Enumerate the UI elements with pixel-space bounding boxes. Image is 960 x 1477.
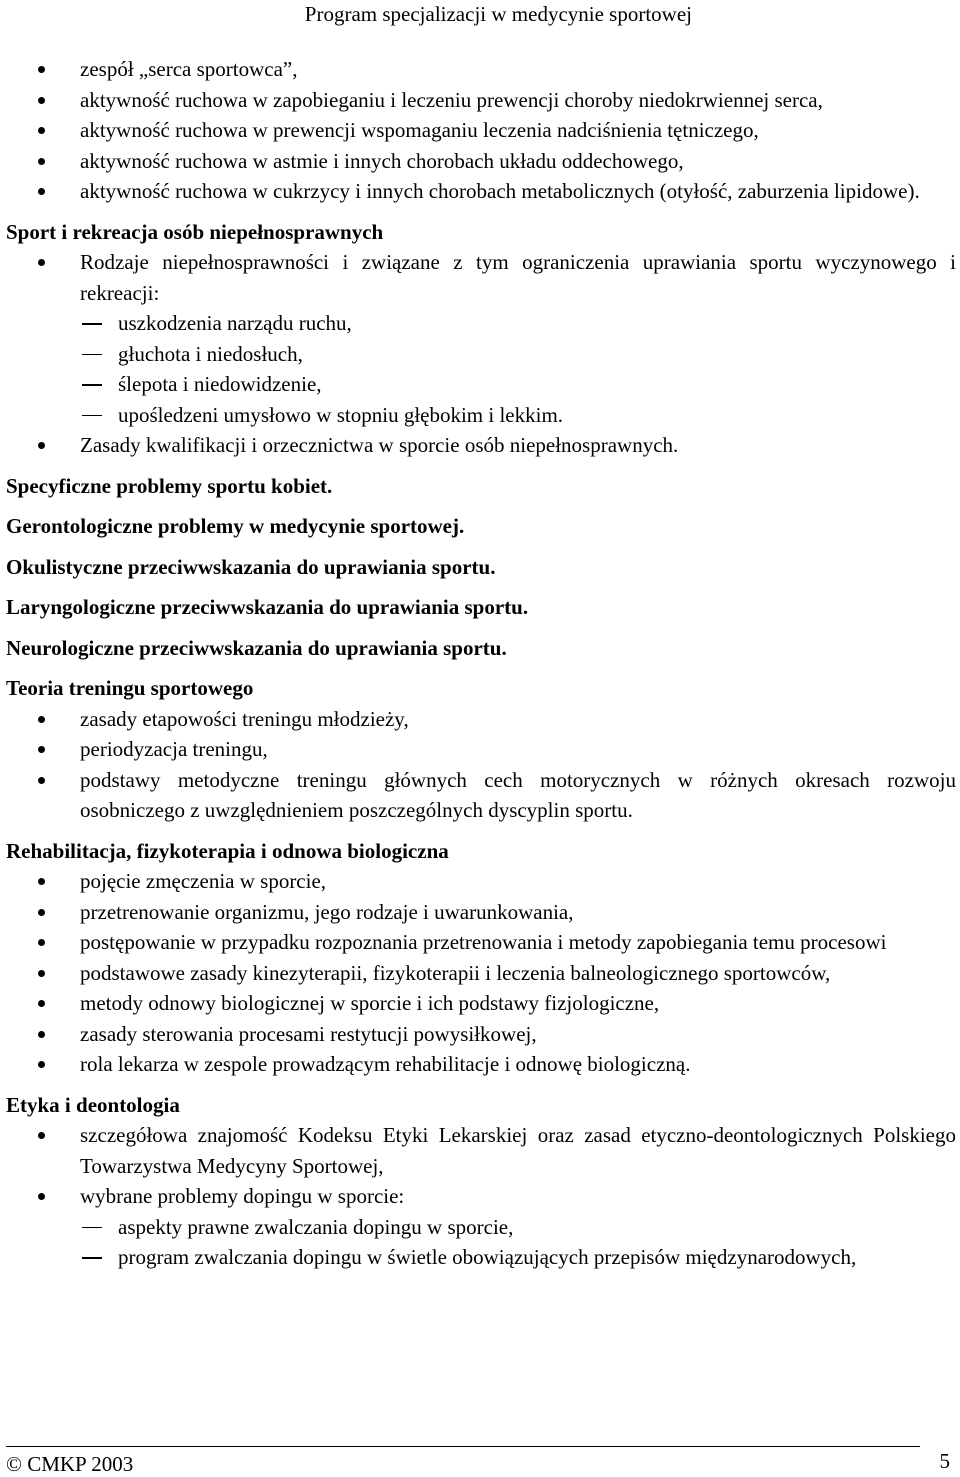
bullet-icon [38, 1000, 45, 1007]
sub-list-item: głuchota i niedosłuch, [6, 339, 956, 370]
list-item: rola lekarza w zespole prowadzącym rehabilitacje i odnowę biologiczną. [6, 1049, 956, 1080]
section-heading-training: Teoria treningu sportowego [6, 676, 254, 700]
dash-icon [82, 1257, 102, 1259]
bullet-icon [38, 716, 45, 723]
sub-list-item: upośledzeni umysłowo w stopniu głębokim i lekkim. [6, 400, 956, 431]
bullet-icon [38, 939, 45, 946]
list-item: aktywność ruchowa w zapobieganiu i leczeniu prewencji choroby niedokrwiennej serca, [6, 85, 956, 116]
list-item: aktywność ruchowa w prewencji wspomaganiu leczenia nadciśnienia tętniczego, [6, 115, 956, 146]
dash-icon [82, 1227, 102, 1229]
bullet-icon [38, 1031, 45, 1038]
list-item: podstawowe zasady kinezyterapii, fizykoterapii i leczenia balneologicznego sportowców, [6, 958, 956, 989]
page-header-title: Program specjalizacji w medycynie sportowej [304, 2, 692, 26]
list-item: podstawy metodyczne treningu głównych cech motorycznych w różnych okresach rozwoju osobniczego z uwzględnieniem poszczególnych dyscyplin sportu. [6, 765, 956, 826]
sub-list-item: ślepota i niedowidzenie, [6, 369, 956, 400]
list-item: przetrenowanie organizmu, jego rodzaje i uwarunkowania, [6, 897, 956, 928]
section-heading-geronto: Gerontologiczne problemy w medycynie sportowej. [6, 514, 465, 538]
dash-icon [82, 384, 102, 386]
section-heading-ethics: Etyka i deontologia [6, 1092, 180, 1117]
bullet-icon [38, 746, 45, 753]
bullet-icon [38, 1193, 45, 1200]
dash-icon [82, 323, 102, 325]
page-number: 5 [939, 1449, 950, 1473]
list-item: zasady etapowości treningu młodzieży, [6, 704, 956, 735]
footer-copyright: © CMKP 2003 [6, 1452, 134, 1476]
list-item: postępowanie w przypadku rozpoznania przetrenowania i metody zapobiegania temu procesowi [6, 927, 956, 958]
bullet-icon [38, 66, 45, 73]
section-heading-rehab: Rehabilitacja, fizykoterapia i odnowa biologiczna [6, 838, 449, 863]
bullet-icon [38, 442, 45, 449]
bullet-icon [38, 970, 45, 977]
bullet-icon [38, 127, 45, 134]
list-item: Zasady kwalifikacji i orzecznictwa w sporcie osób niepełnosprawnych. [6, 430, 956, 461]
footer-divider [6, 1446, 920, 1447]
dash-icon [82, 354, 102, 356]
bullet-icon [38, 158, 45, 165]
bullet-icon [38, 97, 45, 104]
dash-icon [82, 415, 102, 417]
list-item: zasady sterowania procesami restytucji powysiłkowej, [6, 1019, 956, 1050]
list-item: zespół „serca sportowca”, [6, 54, 956, 85]
bullet-icon [38, 878, 45, 885]
list-item: Rodzaje niepełnosprawności i związane z tym ograniczenia uprawiania sportu wyczynowego i rekreacji: [6, 247, 956, 308]
bullet-icon [38, 188, 45, 195]
bullet-icon [38, 259, 45, 266]
section-heading-oculist: Okulistyczne przeciwwskazania do uprawiania sportu. [6, 554, 496, 579]
list-item: wybrane problemy dopingu w sporcie: [6, 1181, 956, 1212]
list-item: aktywność ruchowa w astmie i innych chorobach układu oddechowego, [6, 146, 956, 177]
list-item: aktywność ruchowa w cukrzycy i innych chorobach metabolicznych (otyłość, zaburzenia lipidowe). [6, 176, 956, 207]
document-body [6, 54, 956, 1273]
sub-list-item: program zwalczania dopingu w świetle obowiązujących przepisów międzynarodowych, [6, 1242, 956, 1273]
bullet-icon [38, 777, 45, 784]
bullet-icon [38, 909, 45, 916]
list-item: periodyzacja treningu, [6, 734, 956, 765]
list-item: pojęcie zmęczenia w sporcie, [6, 866, 956, 897]
bullet-icon [38, 1061, 45, 1068]
section-heading-neuro: Neurologiczne przeciwwskazania do uprawiania sportu. [6, 635, 507, 660]
section-heading-laryngo: Laryngologiczne przeciwwskazania do uprawiania sportu. [6, 595, 529, 619]
section-heading-women: Specyficzne problemy sportu kobiet. [6, 473, 333, 498]
sub-list-item: uszkodzenia narządu ruchu, [6, 308, 956, 339]
section-heading-sport-disabled: Sport i rekreacja osób niepełnosprawnych [6, 219, 384, 244]
list-item: metody odnowy biologicznej w sporcie i ich podstawy fizjologiczne, [6, 988, 956, 1019]
bullet-icon [38, 1132, 45, 1139]
sub-list-item: aspekty prawne zwalczania dopingu w sporcie, [6, 1212, 956, 1243]
list-item: szczegółowa znajomość Kodeksu Etyki Lekarskiej oraz zasad etyczno-deontologicznych Polskiego Towarzystwa Medycyny Sportowej, [6, 1120, 956, 1181]
